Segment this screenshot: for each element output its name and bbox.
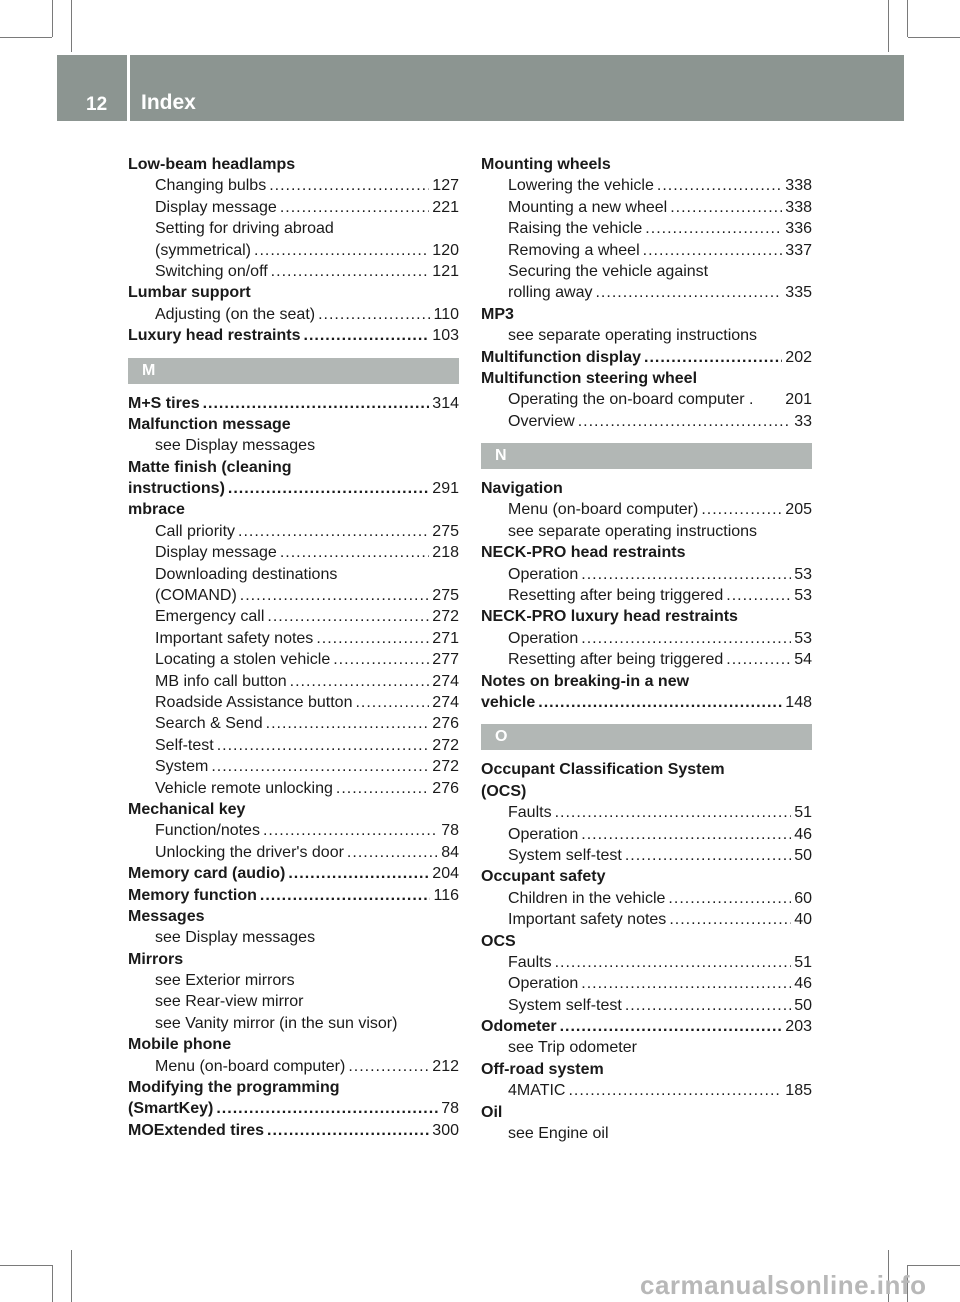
dot-leader: [581, 628, 791, 649]
page-reference: 275: [432, 522, 459, 540]
index-entry: [481, 1102, 812, 1123]
dot-leader: [228, 478, 429, 499]
entry-text: see separate operating instructions: [508, 522, 758, 540]
dot-leader: [304, 325, 430, 346]
crop-mark: [908, 37, 960, 38]
index-subentry: [481, 521, 812, 542]
entry-text: OCS: [481, 932, 516, 950]
dot-leader: [336, 778, 429, 799]
page-reference: 51: [794, 804, 812, 822]
index-entry: [481, 368, 812, 389]
index-subentry: [481, 1037, 812, 1058]
crop-mark: [907, 0, 908, 37]
dot-leader: [555, 952, 792, 973]
entry-text: Call priority: [155, 522, 236, 540]
entry-text: M+S tires: [128, 394, 200, 412]
dot-leader: [625, 995, 791, 1016]
crop-mark: [908, 1265, 960, 1266]
dot-leader: [348, 1056, 429, 1077]
entry-text: System: [155, 758, 209, 776]
index-letter-heading: M: [128, 358, 459, 384]
crop-mark: [71, 0, 72, 52]
page-reference: 120: [432, 241, 459, 259]
entry-text: Faults: [508, 804, 552, 822]
index-subentry: [481, 261, 812, 282]
index-entry: [128, 949, 459, 970]
page-number: 12: [86, 94, 108, 115]
index-subentry: [481, 1123, 812, 1144]
entry-text: Memory card (audio): [128, 865, 286, 883]
page-reference: 53: [794, 565, 812, 583]
entry-text: Raising the vehicle: [508, 220, 643, 238]
index-subentry: [128, 261, 459, 282]
dot-leader: [643, 240, 783, 261]
index-subentry: [481, 499, 812, 520]
entry-text: Operation: [508, 825, 579, 843]
dot-leader: [271, 261, 430, 282]
page-reference: 314: [432, 394, 459, 412]
index-entry: [481, 1059, 812, 1080]
index-entry: [481, 478, 812, 499]
index-entry: [128, 282, 459, 303]
entry-text: Odometer: [481, 1018, 557, 1036]
index-entry: [128, 885, 459, 906]
index-entry: [128, 478, 459, 499]
index-subentry: [128, 735, 459, 756]
index-entry: [128, 457, 459, 478]
index-subentry: [481, 197, 812, 218]
index-subentry: [128, 542, 459, 563]
entry-text: Mounting wheels: [481, 156, 611, 173]
dot-leader: [657, 175, 782, 196]
entry-text: Lowering the vehicle: [508, 177, 654, 195]
index-entry: [128, 863, 459, 884]
crop-mark: [52, 1265, 53, 1302]
page-reference: 78: [441, 822, 459, 840]
section-spacer: [481, 432, 812, 443]
entry-text: Downloading destinations: [155, 565, 338, 583]
dot-leader: [644, 347, 782, 368]
index-entry: [128, 1098, 459, 1119]
entry-text: Operating the on-board computer .: [508, 391, 754, 409]
index-entry: [481, 692, 812, 713]
entry-text: Children in the vehicle: [508, 889, 666, 907]
entry-text: System self-test: [508, 996, 622, 1014]
entry-text: Oil: [481, 1103, 503, 1121]
entry-text: Matte finish (cleaning: [128, 458, 292, 476]
index-subentry: [128, 1056, 459, 1077]
entry-text: Mounting a new wheel: [508, 198, 668, 216]
dot-leader: [555, 802, 792, 823]
header-divider: [127, 55, 130, 121]
page-reference: 271: [432, 629, 459, 647]
entry-text: Locating a stolen vehicle: [155, 651, 331, 669]
entry-text: Modifying the programming: [128, 1079, 340, 1097]
dot-leader: [333, 649, 429, 670]
entry-text: Setting for driving abroad: [155, 220, 334, 238]
entry-text: Switching on/off: [155, 262, 268, 280]
page-reference: 338: [785, 198, 812, 216]
dot-leader: [560, 1016, 783, 1037]
page-reference: 50: [794, 996, 812, 1014]
index-entry: [128, 393, 459, 414]
index-entry: [128, 799, 459, 820]
dot-leader: [216, 1098, 438, 1119]
index-entry: [128, 499, 459, 520]
page-reference: 60: [794, 889, 812, 907]
entry-text: Adjusting (on the seat): [155, 305, 316, 323]
dot-leader: [316, 628, 429, 649]
index-subentry: [481, 411, 812, 432]
page-reference: 121: [432, 262, 459, 280]
entry-text: Navigation: [481, 480, 563, 498]
section-spacer: [481, 713, 812, 724]
entry-text: Changing bulbs: [155, 177, 267, 195]
entry-text: NECK-PRO head restraints: [481, 544, 686, 562]
dot-leader: [578, 411, 792, 432]
page-reference: 40: [794, 911, 812, 929]
index-subentry: [128, 240, 459, 261]
entry-text: Display message: [155, 544, 277, 562]
index-entry: [128, 414, 459, 435]
index-subentry: [128, 842, 459, 863]
page-reference: 277: [432, 651, 459, 669]
dot-leader: [280, 542, 429, 563]
dot-leader: [203, 393, 430, 414]
page-reference: 50: [794, 846, 812, 864]
page-reference: 202: [785, 348, 812, 366]
index-column-left: [128, 154, 459, 1141]
index-subentry: [481, 973, 812, 994]
entry-text: see Display messages: [155, 929, 316, 947]
entry-text: NECK-PRO luxury head restraints: [481, 608, 738, 626]
dot-leader: [288, 863, 429, 884]
entry-text: Messages: [128, 907, 205, 925]
entry-text: Multifunction steering wheel: [481, 369, 698, 387]
index-subentry: [128, 564, 459, 585]
dot-leader: [266, 713, 430, 734]
entry-text: Unlocking the driver's door: [155, 843, 344, 861]
dot-leader: [211, 756, 429, 777]
entry-text: Resetting after being triggered: [508, 651, 724, 669]
entry-text: Operation: [508, 629, 579, 647]
index-subentry: [481, 282, 812, 303]
dot-leader: [581, 564, 791, 585]
index-entry: [481, 542, 812, 563]
dot-leader: [568, 1080, 782, 1101]
index-entry: [481, 304, 812, 325]
dot-leader: [267, 606, 429, 627]
index-letter-heading: N: [481, 443, 812, 469]
dot-leader: [240, 585, 430, 606]
watermark: carmanualsonline.info: [640, 1270, 927, 1300]
entry-text: Low-beam headlamps: [128, 156, 296, 173]
index-subentry: [481, 909, 812, 930]
page-reference: 291: [432, 480, 459, 498]
entry-text: Luxury head restraints: [128, 327, 301, 345]
entry-text: Menu (on-board computer): [155, 1057, 346, 1075]
index-subentry: [481, 218, 812, 239]
entry-text: Mobile phone: [128, 1036, 232, 1054]
index-column-right: [481, 154, 812, 1144]
index-subentry: [481, 802, 812, 823]
entry-text: 4MATIC: [508, 1082, 566, 1100]
entry-text: Operation: [508, 975, 579, 993]
index-entry: [481, 781, 812, 802]
entry-text: Important safety notes: [508, 911, 667, 929]
entry-text: Resetting after being triggered: [508, 587, 724, 605]
index-subentry: [128, 692, 459, 713]
dot-leader: [670, 197, 782, 218]
index-subentry: [128, 820, 459, 841]
entry-text: Off-road system: [481, 1060, 604, 1078]
dot-leader: [355, 692, 429, 713]
dot-leader: [318, 304, 430, 325]
entry-text: Notes on breaking-in a new: [481, 672, 690, 690]
page-reference: 205: [785, 501, 812, 519]
index-subentry: [128, 606, 459, 627]
entry-text: Roadside Assistance button: [155, 693, 353, 711]
entry-text: see separate operating instructions: [508, 327, 758, 345]
dot-leader: [290, 671, 430, 692]
entry-text: vehicle: [481, 693, 536, 711]
entry-text: MOExtended tires: [128, 1121, 265, 1139]
page-reference: 185: [785, 1082, 812, 1100]
index-subentry: [128, 713, 459, 734]
page-reference: 53: [794, 587, 812, 605]
dot-leader: [668, 888, 791, 909]
index-subentry: [128, 585, 459, 606]
entry-text: Function/notes: [155, 822, 260, 840]
index-subentry: [481, 389, 812, 410]
index-subentry: [128, 197, 459, 218]
page-reference: 275: [432, 587, 459, 605]
entry-text: Menu (on-board computer): [508, 501, 699, 519]
index-subentry: [481, 325, 812, 346]
entry-text: Mirrors: [128, 950, 184, 968]
index-subentry: [481, 564, 812, 585]
index-subentry: [481, 995, 812, 1016]
dot-leader: [347, 842, 438, 863]
entry-text: (SmartKey): [128, 1100, 214, 1118]
entry-text: Mechanical key: [128, 800, 246, 818]
page-reference: 336: [785, 220, 812, 238]
page-reference: 218: [432, 544, 459, 562]
dot-leader: [625, 845, 791, 866]
page-reference: 212: [432, 1057, 459, 1075]
entry-text: Search & Send: [155, 715, 263, 733]
entry-text: Removing a wheel: [508, 241, 640, 259]
page-reference: 127: [432, 177, 459, 195]
page-reference: 276: [432, 779, 459, 797]
dot-leader: [267, 1120, 429, 1141]
page-reference: 33: [794, 412, 812, 430]
page-reference: 46: [794, 825, 812, 843]
page-reference: 110: [433, 305, 459, 323]
index-letter-heading: O: [481, 724, 812, 750]
page-reference: 103: [432, 327, 459, 345]
entry-text: Emergency call: [155, 608, 265, 626]
entry-text: see Exterior mirrors: [155, 972, 295, 990]
page-reference: 274: [432, 693, 459, 711]
page-reference: 272: [432, 758, 459, 776]
entry-text: mbrace: [128, 501, 185, 519]
index-entry: [128, 325, 459, 346]
index-entry: [481, 347, 812, 368]
page-reference: 274: [432, 672, 459, 690]
crop-mark: [888, 0, 889, 52]
index-subentry: [128, 218, 459, 239]
page-reference: 78: [441, 1100, 459, 1118]
index-entry: [128, 1120, 459, 1141]
dot-leader: [669, 909, 791, 930]
page-reference: 46: [794, 975, 812, 993]
page-reference: 51: [794, 953, 812, 971]
index-subentry: [128, 756, 459, 777]
index-subentry: [128, 970, 459, 991]
index-entry: [481, 671, 812, 692]
dot-leader: [538, 692, 782, 713]
entry-text: Operation: [508, 565, 579, 583]
page-reference: 148: [785, 693, 812, 711]
section-spacer: [128, 347, 459, 358]
dot-leader: [269, 175, 429, 196]
index-subentry: [481, 952, 812, 973]
page-reference: 84: [441, 843, 459, 861]
index-entry: [128, 1034, 459, 1055]
index-subentry: [128, 175, 459, 196]
index-subentry: [481, 175, 812, 196]
dot-leader: [645, 218, 782, 239]
index-subentry: [481, 824, 812, 845]
index-subentry: [481, 628, 812, 649]
entry-text: see Engine oil: [508, 1125, 609, 1143]
index-subentry: [128, 1013, 459, 1034]
dot-leader: [581, 824, 791, 845]
index-subentry: [128, 991, 459, 1012]
page-reference: 338: [785, 177, 812, 195]
index-subentry: [128, 671, 459, 692]
entry-text: Occupant Classification System: [481, 761, 725, 779]
index-entry: [481, 1016, 812, 1037]
dot-leader: [701, 499, 782, 520]
page-reference: 337: [785, 241, 812, 259]
section-title: Index: [141, 91, 196, 114]
dot-leader: [254, 240, 429, 261]
index-subentry: [128, 778, 459, 799]
dot-leader: [595, 282, 782, 303]
entry-text: see Trip odometer: [508, 1039, 637, 1057]
entry-text: Display message: [155, 198, 277, 216]
entry-text: Securing the vehicle against: [508, 262, 709, 280]
dot-leader: [263, 820, 438, 841]
page-reference: 221: [432, 198, 459, 216]
page-reference: 335: [785, 284, 812, 302]
dot-leader: [238, 521, 429, 542]
entry-text: Vehicle remote unlocking: [155, 779, 333, 797]
index-entry: [128, 1077, 459, 1098]
entry-text: instructions): [128, 480, 225, 498]
entry-text: System self-test: [508, 846, 622, 864]
index-entry: [481, 866, 812, 887]
dot-leader: [726, 649, 791, 670]
index-subentry: [128, 927, 459, 948]
page-reference: 203: [785, 1018, 812, 1036]
page-reference: 276: [432, 715, 459, 733]
dot-leader: [260, 885, 431, 906]
page-reference: 272: [432, 736, 459, 754]
entry-text: Faults: [508, 953, 552, 971]
entry-text: Multifunction display: [481, 348, 641, 366]
entry-text: (symmetrical): [155, 241, 251, 259]
entry-text: MP3: [481, 305, 514, 323]
index-subentry: [481, 845, 812, 866]
page-reference: 116: [433, 886, 459, 904]
entry-text: (COMAND): [155, 587, 237, 605]
entry-text: Overview: [508, 412, 575, 430]
dot-leader: [217, 735, 430, 756]
entry-text: see Display messages: [155, 437, 316, 455]
entry-text: Malfunction message: [128, 415, 291, 433]
index-subentry: [481, 240, 812, 261]
index-entry: [128, 154, 459, 175]
entry-text: Important safety notes: [155, 629, 314, 647]
index-subentry: [481, 1080, 812, 1101]
index-entry: [481, 154, 812, 175]
crop-mark: [52, 0, 53, 37]
index-subentry: [128, 304, 459, 325]
page-reference: 54: [794, 651, 812, 669]
crop-mark: [71, 1250, 72, 1302]
index-subentry: [128, 435, 459, 456]
index-subentry: [128, 649, 459, 670]
index-subentry: [128, 628, 459, 649]
entry-text: MB info call button: [155, 672, 287, 690]
page-reference: 204: [432, 865, 459, 883]
index-entry: [128, 906, 459, 927]
entry-text: Memory function: [128, 886, 257, 904]
entry-text: (OCS): [481, 782, 527, 800]
crop-mark: [0, 1265, 52, 1266]
entry-text: Lumbar support: [128, 284, 251, 302]
page-reference: 201: [785, 391, 812, 409]
crop-mark: [0, 37, 52, 38]
index-entry: [481, 606, 812, 627]
index-subentry: [481, 585, 812, 606]
index-subentry: [481, 888, 812, 909]
page-reference: 300: [432, 1121, 459, 1139]
index-subentry: [481, 649, 812, 670]
dot-leader: [581, 973, 791, 994]
dot-leader: [280, 197, 429, 218]
entry-text: rolling away: [508, 284, 593, 302]
page-reference: 272: [432, 608, 459, 626]
entry-text: see Vanity mirror (in the sun visor): [155, 1014, 398, 1032]
entry-text: see Rear-view mirror: [155, 993, 304, 1011]
page-reference: 53: [794, 629, 812, 647]
entry-text: Occupant safety: [481, 868, 606, 886]
dot-leader: [726, 585, 791, 606]
entry-text: Self-test: [155, 736, 214, 754]
index-entry: [481, 759, 812, 780]
index-subentry: [128, 521, 459, 542]
index-entry: [481, 931, 812, 952]
